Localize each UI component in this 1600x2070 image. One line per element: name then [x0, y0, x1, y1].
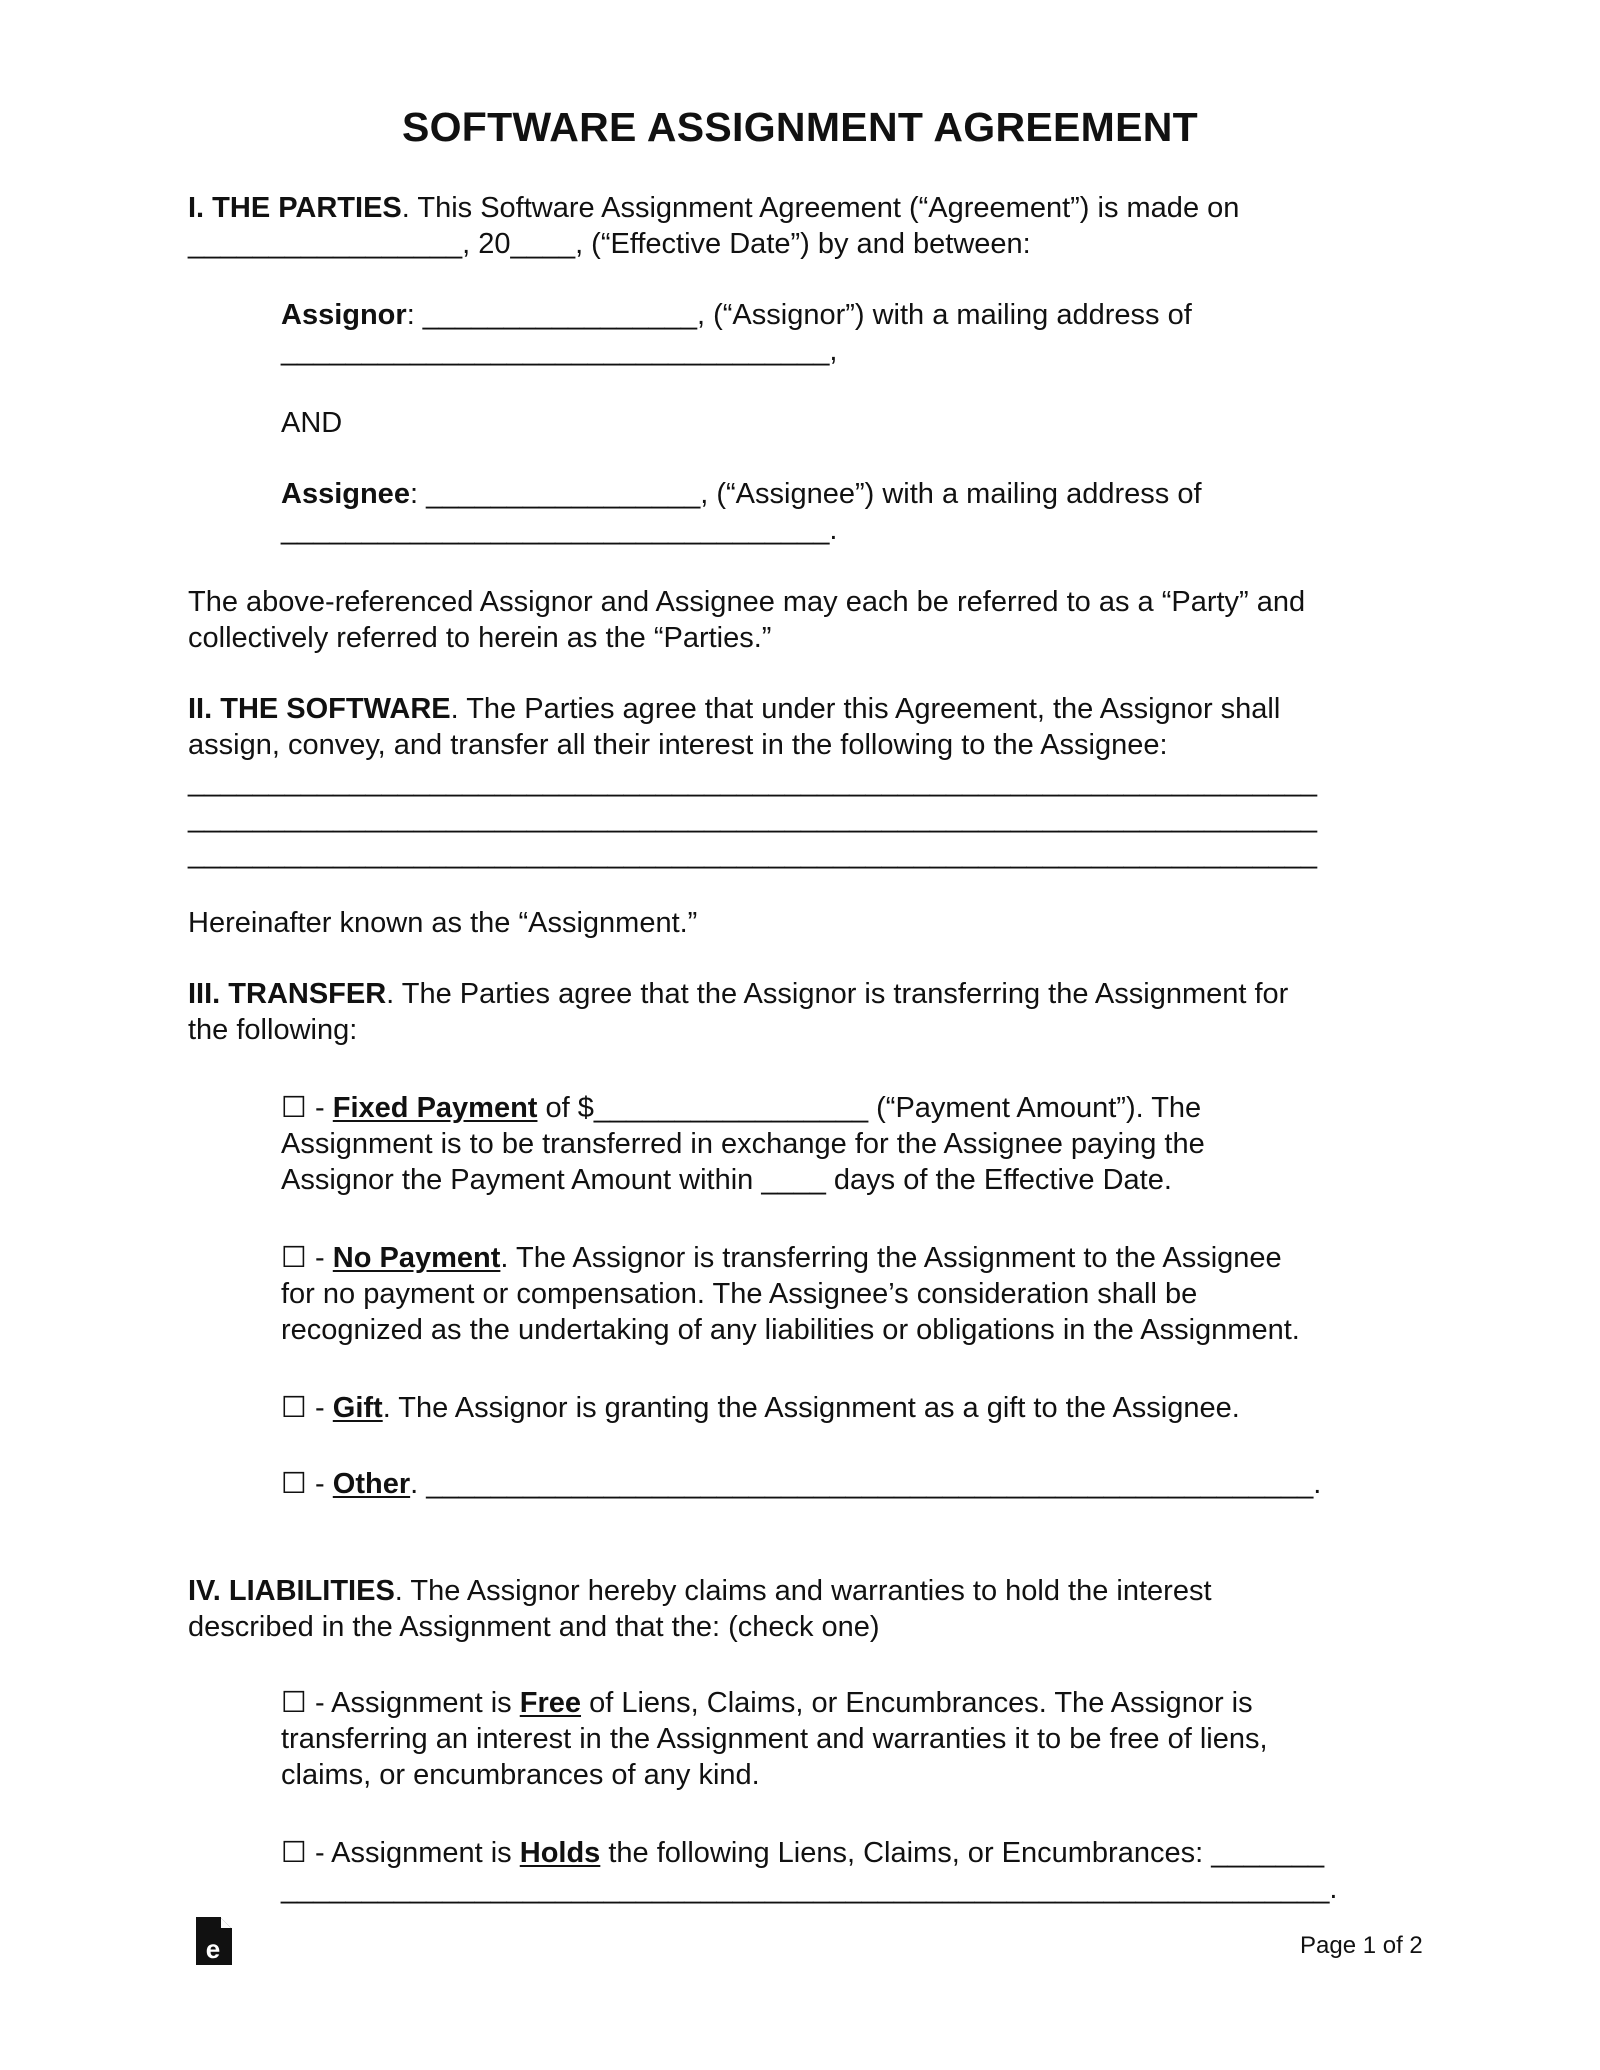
no-payment-line3: recognized as the undertaking of any liabilities or obligations in the Assignment.: [281, 1314, 1300, 1346]
eforms-logo-icon: [196, 1917, 232, 1965]
software-blank-line-2: ______________________________________________________________________: [188, 802, 1317, 834]
fixed-payment-checkbox[interactable]: ☐: [281, 1092, 307, 1124]
section-parties-heading: I. THE PARTIES: [188, 192, 402, 224]
assignee-label: Assignee: [281, 478, 410, 510]
section-transfer-line2: the following:: [188, 1014, 358, 1046]
no-payment-label: No Payment: [332, 1242, 501, 1274]
section-software-line2: assign, convey, and transfer all their interest in the following to the Assignee:: [188, 729, 1168, 761]
free-line2: transferring an interest in the Assignment and warranties it to be free of liens,: [281, 1723, 1268, 1755]
free-line3: claims, or encumbrances of any kind.: [281, 1759, 760, 1791]
assignor-line: Assignor: _________________, (“Assignor”) with a mailing address of: [281, 299, 1192, 331]
fixed-payment-line1: ☐ - Fixed Payment of $_________________ (“Payment Amount”). The: [281, 1092, 1202, 1124]
and-text: AND: [281, 407, 343, 439]
hereinafter-text: Hereinafter known as the “Assignment.”: [188, 907, 698, 939]
assignor-label: Assignor: [281, 299, 407, 331]
holds-line1: ☐ - Assignment is Holds the following Liens, Claims, or Encumbrances: _______: [281, 1837, 1325, 1869]
assignee-address-line: __________________________________.: [281, 514, 838, 546]
free-line1: ☐ - Assignment is Free of Liens, Claims, or Encumbrances. The Assignor is: [281, 1687, 1253, 1719]
gift-line: ☐ - Gift. The Assignor is granting the Assignment as a gift to the Assignee.: [281, 1392, 1240, 1424]
software-blank-line-1: ______________________________________________________________________: [188, 766, 1317, 798]
section-software-heading: II. THE SOFTWARE: [188, 693, 451, 725]
holds-label: Holds: [519, 1837, 601, 1869]
section-transfer-line1: III. TRANSFER. The Parties agree that the Assignor is transferring the Assignment for: [188, 978, 1289, 1010]
holds-line2: _________________________________________________________________.: [281, 1873, 1338, 1905]
assignee-line: Assignee: _________________, (“Assignee”) with a mailing address of: [281, 478, 1202, 510]
document-title: SOFTWARE ASSIGNMENT AGREEMENT: [401, 104, 1199, 150]
page-number: Page 1 of 2: [1300, 1932, 1423, 1959]
svg-text:e: e: [205, 1934, 221, 1964]
free-label: Free: [519, 1687, 582, 1719]
section-parties-line2: _________________, 20____, (“Effective Date”) by and between:: [188, 228, 1031, 260]
gift-checkbox[interactable]: ☐: [281, 1392, 307, 1424]
section-software-line1: II. THE SOFTWARE. The Parties agree that under this Agreement, the Assignor shall: [188, 693, 1281, 725]
other-line: ☐ - Other. _______________________________________________________.: [281, 1468, 1322, 1500]
section-parties-line1: I. THE PARTIES. This Software Assignment Agreement (“Agreement”) is made on: [188, 192, 1240, 224]
no-payment-line1: ☐ - No Payment. The Assignor is transferring the Assignment to the Assignee: [281, 1242, 1282, 1274]
no-payment-checkbox[interactable]: ☐: [281, 1242, 307, 1274]
parties-definition-line1: The above-referenced Assignor and Assignee may each be referred to as a “Party” and: [188, 586, 1306, 618]
free-checkbox[interactable]: ☐: [281, 1687, 307, 1719]
no-payment-line2: for no payment or compensation. The Assignee’s consideration shall be: [281, 1278, 1198, 1310]
section-liabilities-line2: described in the Assignment and that the: (check one): [188, 1611, 880, 1643]
fixed-payment-line3: Assignor the Payment Amount within ____ days of the Effective Date.: [281, 1164, 1172, 1196]
holds-checkbox[interactable]: ☐: [281, 1837, 307, 1869]
fixed-payment-label: Fixed Payment: [332, 1092, 538, 1124]
other-checkbox[interactable]: ☐: [281, 1468, 307, 1500]
section-transfer-heading: III. TRANSFER: [188, 978, 387, 1010]
other-label: Other: [332, 1468, 411, 1500]
software-blank-line-3: ______________________________________________________________________: [188, 838, 1317, 870]
gift-label: Gift: [332, 1392, 383, 1424]
section-liabilities-heading: IV. LIABILITIES: [188, 1575, 395, 1607]
parties-definition-line2: collectively referred to herein as the “Parties.”: [188, 622, 772, 654]
fixed-payment-line2: Assignment is to be transferred in exchange for the Assignee paying the: [281, 1128, 1205, 1160]
section-liabilities-line1: IV. LIABILITIES. The Assignor hereby claims and warranties to hold the interest: [188, 1575, 1212, 1607]
assignor-address-line: __________________________________,: [281, 335, 838, 367]
